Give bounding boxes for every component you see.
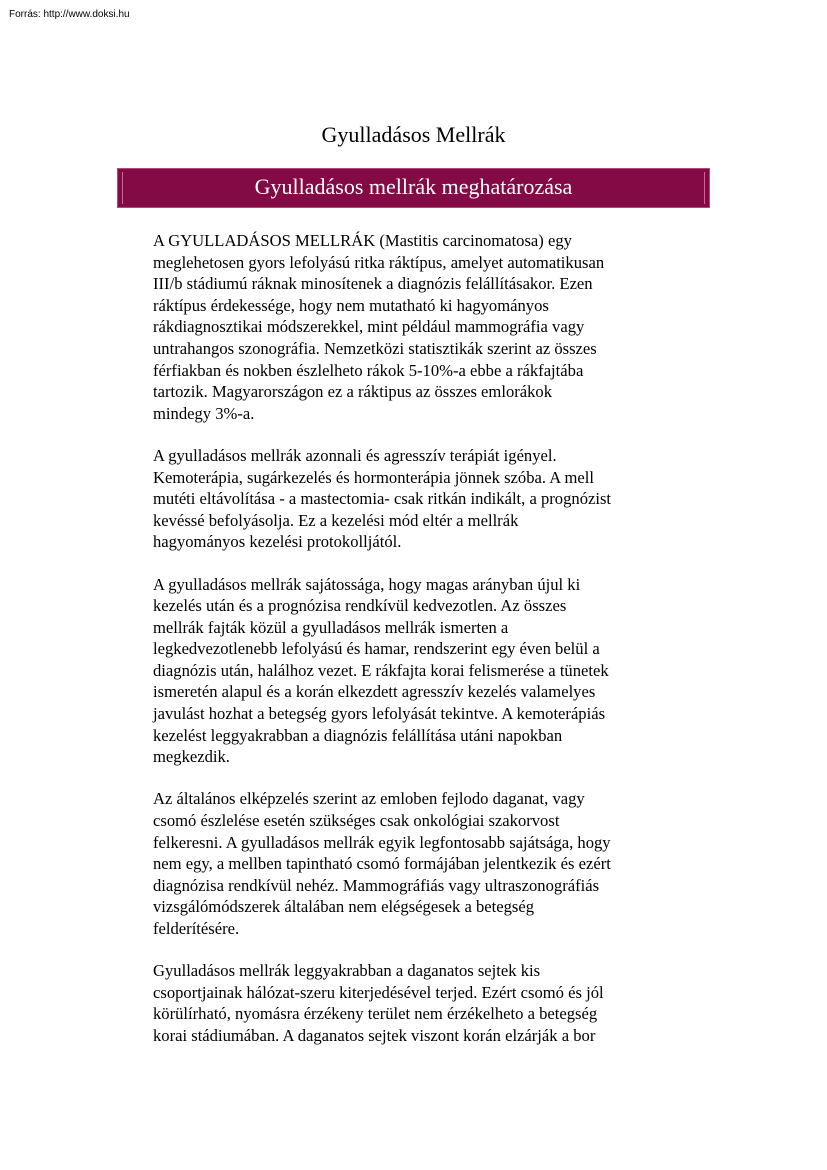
paragraph: A gyulladásos mellrák sajátossága, hogy magas arányban újul ki kezelés után és a prognózisa rendkívül kedvezotlen. Az összes mellrák fajták közül a gyulladásos mellrák ismerten a legkedvezotlenebb lefolyású és hamar, rendszerint egy éven belül a diagnózis után, halálhoz vezet. E rákfajta korai felismerése a tünetek ismeretén alapul és a korán elkezdett agresszív kezelés valamelyes javulást hozhat a betegség gyors lefolyását tekintve. A kemoterápiás kezelést leggyakrabban a diagnózis felállítása utáni napokban megkezdik. [153, 574, 609, 767]
paragraph: A gyulladásos mellrák azonnali és agresszív terápiát igényel. Kemoterápia, sugárkezelés és hormonterápia jönnek szóba. A mell mutéti eltávolítása - a mastectomia- csak ritkán indikált, a prognózist kevéssé befolyásolja. Ez a kezelési mód eltér a mellrák hagyományos kezelési protokolljától. [153, 445, 612, 552]
paragraph: Az általános elképzelés szerint az emloben fejlodo daganat, vagy csomó észlelése esetén szükséges csak onkológiai szakorvost felkeresni. A gyulladásos mellrák egyik legfontosabb sajátsága, hogy nem egy, a mellben tapintható csomó formájában jelentkezik és ezért diagnózisa rendkívül nehéz. Mammográfiás vagy ultraszonográfiás vizsgálómódszerek általában nem elégségesek a betegség felderítésére. [153, 789, 611, 938]
paragraph: Gyulladásos mellrák leggyakrabban a daganatos sejtek kis csoportjainak hálózat-szeru kiterjedésével terjed. Ezért csomó és jól körülírható, nyomásra érzékeny terület nem érzékelheto a betegség korai stádiumában. A daganatos sejtek viszont korán elzárják a bor [153, 961, 604, 1045]
section-heading: Gyulladásos mellrák meghatározása [254, 174, 573, 199]
source-note: Forrás: http://www.doksi.hu [9, 9, 130, 20]
section-heading-banner [117, 168, 710, 208]
document-title: Gyulladásos Mellrák [321, 122, 506, 147]
paragraph: A GYULLADÁSOS MELLRÁK (Mastitis carcinomatosa) egy meglehetosen gyors lefolyású ritka ráktípus, amelyet automatikusan III/b stádiumú ráknak minosítenek a diagnózis felállításakor. Ezen ráktípus érdekessége, hogy nem mutatható ki hagyományos rákdiagnosztikai módszerekkel, mint például mammográfia vagy untrahangos szonográfia. Nemzetközi statisztikák szerint az összes férfiakban és nokben észlelheto rákok 5-10%-a ebbe a rákfajtába tartozik. Magyarországon ez a ráktipus az összes emlorákok mindegy 3%-a. [153, 231, 605, 423]
document-body [153, 230, 678, 1067]
